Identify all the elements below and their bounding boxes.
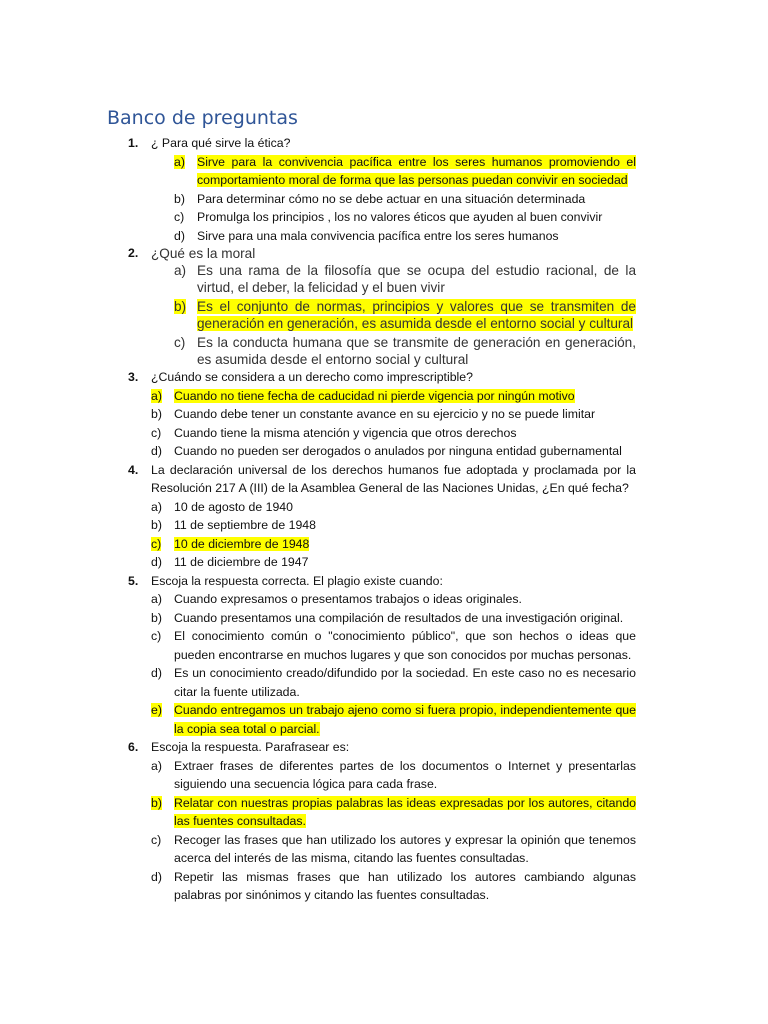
option-1b <box>174 190 636 209</box>
question-3 <box>128 368 636 387</box>
option-text: Es una rama de la filosofía que se ocupa del estudio racional, de la virtud, el deber, la felicidad y el buen vivir <box>197 263 636 295</box>
question-text: Escoja la respuesta. Parafrasear es: <box>151 740 350 754</box>
option-6c <box>151 831 636 868</box>
question-4-options <box>151 498 636 572</box>
option-letter: d) <box>151 555 162 569</box>
option-text: Extraer frases de diferentes partes de los documentos o Internet y presentarlas siguiendo una secuencia lógica para cada frase. <box>174 758 636 791</box>
option-2b <box>174 298 636 332</box>
option-4b <box>151 516 636 535</box>
option-6d <box>151 868 636 905</box>
question-4 <box>128 461 636 498</box>
option-1d <box>174 227 636 246</box>
option-letter: e) <box>151 703 162 717</box>
option-letter: c) <box>151 536 162 551</box>
option-letter: d) <box>151 444 162 458</box>
option-3a <box>151 387 636 406</box>
option-letter: b) <box>151 518 162 532</box>
question-text: La declaración universal de los derechos humanos fue adoptada y proclamada por la Resolución 217 A (III) de la Asamblea General de las Naciones Unidas, ¿En qué fecha? <box>151 462 636 495</box>
option-letter: c) <box>151 832 162 847</box>
option-text: Es el conjunto de normas, principios y valores que se transmiten de generación en generación, es asumida desde el entorno social y cultural <box>197 299 636 331</box>
option-4c <box>151 535 636 554</box>
option-text: Es un conocimiento creado/difundido por la sociedad. En este caso no es necesario citar la fuente utilizada. <box>174 666 636 699</box>
option-text: 10 de agosto de 1940 <box>174 499 293 514</box>
option-letter: a) <box>151 592 162 606</box>
option-letter: d) <box>174 228 185 243</box>
question-5 <box>128 572 636 591</box>
option-4d <box>151 553 636 572</box>
option-letter: a) <box>174 154 185 169</box>
option-3d <box>151 442 636 461</box>
option-5d <box>151 664 636 701</box>
option-letter: d) <box>151 869 162 884</box>
option-text: 10 de diciembre de 1948 <box>174 536 310 551</box>
page-title: Banco de preguntas <box>107 107 298 129</box>
option-letter: b) <box>174 299 187 314</box>
option-1a <box>174 153 636 190</box>
option-text: Cuando presentamos una compilación de resultados de una investigación original. <box>174 610 624 625</box>
question-3-options <box>151 387 636 461</box>
option-letter: c) <box>151 425 162 440</box>
option-4a <box>151 498 636 517</box>
option-text: 11 de diciembre de 1947 <box>174 555 309 569</box>
option-text: Repetir las mismas frases que han utilizado los autores cambiando algunas palabras por sinónimos y citando las fuentes consultadas. <box>174 869 636 902</box>
option-letter: a) <box>151 499 162 514</box>
option-text: Cuando entregamos un trabajo ajeno como si fuera propio, independientemente que la copia sea total o parcial. <box>174 703 636 736</box>
option-text: Es la conducta humana que se transmite de generación en generación, es asumida desde el entorno social y cultural <box>197 335 636 367</box>
option-text: Sirve para la convivencia pacífica entre los seres humanos promoviendo el comportamiento moral de forma que las personas puedan convivir en sociedad <box>197 154 636 187</box>
question-number: 1. <box>128 136 139 150</box>
option-letter: b) <box>174 191 185 206</box>
question-1 <box>128 134 636 153</box>
option-3b <box>151 405 636 424</box>
option-letter: b) <box>151 610 162 625</box>
question-5-options <box>151 590 636 738</box>
option-text: 11 de septiembre de 1948 <box>174 518 316 532</box>
option-text: Cuando no pueden ser derogados o anulados por ninguna entidad gubernamental <box>174 444 622 458</box>
option-text: Cuando expresamos o presentamos trabajos o ideas originales. <box>174 592 522 606</box>
option-letter: c) <box>151 629 162 643</box>
question-2 <box>128 245 636 262</box>
option-letter: a) <box>151 388 162 403</box>
question-text: ¿ Para qué sirve la ética? <box>151 136 291 150</box>
option-text: Relatar con nuestras propias palabras las ideas expresadas por los autores, citando las fuentes consultadas. <box>174 795 636 828</box>
question-number: 2. <box>128 246 139 260</box>
option-text: Recoger las frases que han utilizado los autores y expresar la opinión que tenemos acerca del interés de las misma, citando las fuentes consultadas. <box>174 832 636 865</box>
option-letter: b) <box>151 407 162 421</box>
option-text: Promulga los principios , los no valores éticos que ayuden al buen convivir <box>197 210 603 224</box>
option-text: Cuando no tiene fecha de caducidad ni pierde vigencia por ningún motivo <box>174 388 575 403</box>
question-list <box>128 134 636 905</box>
option-5e <box>151 701 636 738</box>
option-5b <box>151 609 636 628</box>
option-letter: c) <box>174 335 186 350</box>
option-6b <box>151 794 636 831</box>
question-text: ¿Cuándo se considera a un derecho como imprescriptible? <box>151 370 473 384</box>
question-number: 5. <box>128 573 139 588</box>
option-text: Para determinar cómo no se debe actuar en una situación determinada <box>197 191 586 206</box>
question-1-options <box>174 153 636 246</box>
option-letter: d) <box>151 666 162 680</box>
question-6 <box>128 738 636 757</box>
option-letter: a) <box>174 263 187 278</box>
option-text: El conocimiento común o "conocimiento público", que son hechos o ideas que pueden encontrarse en muchos lugares y que son conocidos por muchas personas. <box>174 629 636 662</box>
question-2-options <box>174 262 636 368</box>
option-5a <box>151 590 636 609</box>
option-6a <box>151 757 636 794</box>
question-number: 3. <box>128 370 139 384</box>
question-text: ¿Qué es la moral <box>151 246 256 261</box>
question-text: Escoja la respuesta correcta. El plagio existe cuando: <box>151 573 443 588</box>
option-letter: c) <box>174 210 185 224</box>
question-number: 4. <box>128 462 139 477</box>
option-text: Sirve para una mala convivencia pacífica entre los seres humanos <box>197 228 559 243</box>
question-6-options <box>151 757 636 905</box>
option-5c <box>151 627 636 664</box>
option-letter: b) <box>151 795 162 810</box>
option-letter: a) <box>151 758 162 773</box>
option-2a <box>174 262 636 296</box>
option-text: Cuando tiene la misma atención y vigencia que otros derechos <box>174 425 517 440</box>
option-1c <box>174 208 636 227</box>
option-3c <box>151 424 636 443</box>
option-text: Cuando debe tener un constante avance en su ejercicio y no se puede limitar <box>174 407 596 421</box>
option-2c <box>174 334 636 368</box>
question-number: 6. <box>128 740 139 754</box>
